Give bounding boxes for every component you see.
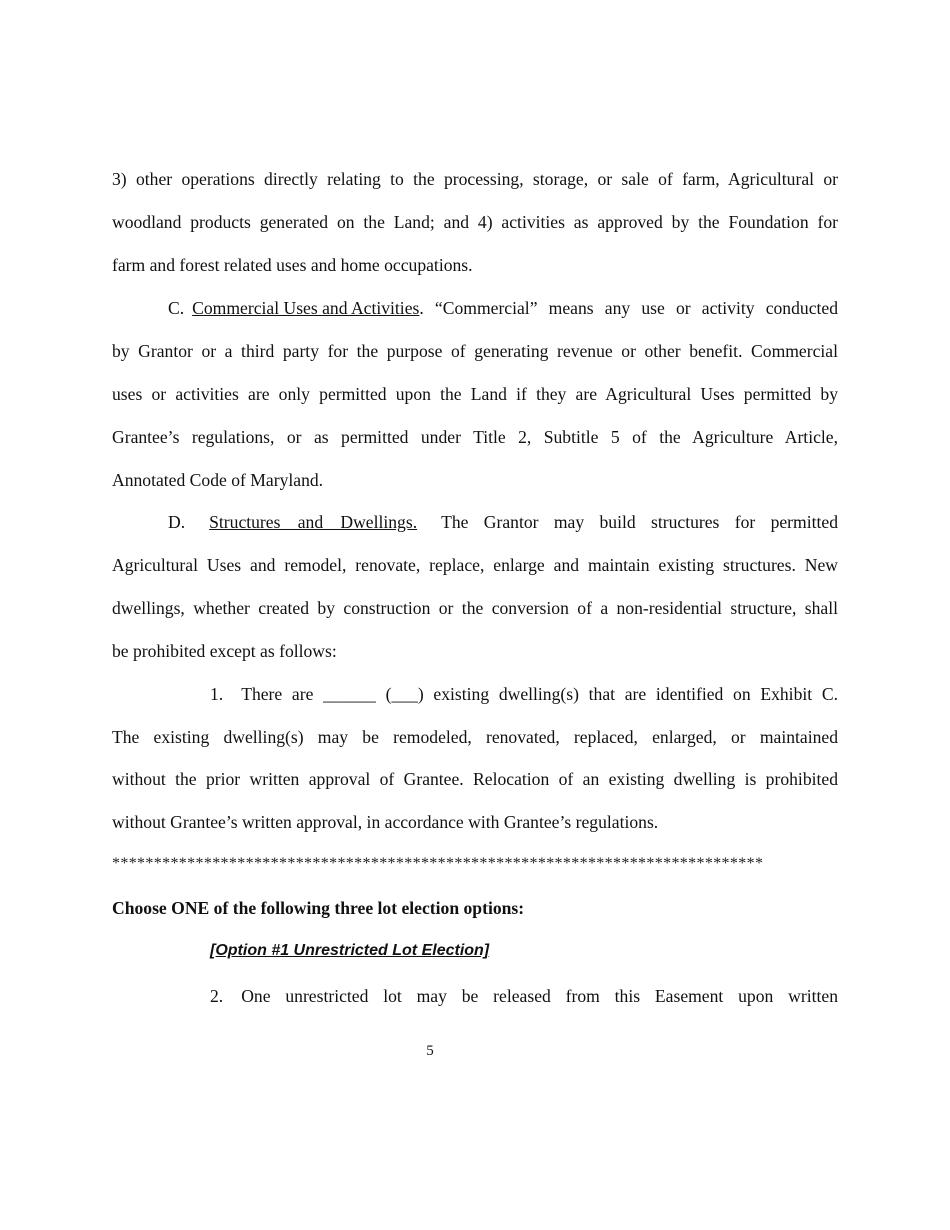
section-c-line-5: Annotated Code of Maryland. <box>112 470 324 490</box>
section-c-line-1-rest: . “Commercial” means any use or activity conducted <box>419 298 838 318</box>
section-c-line-1 <box>168 297 838 319</box>
choose-heading: Choose ONE of the following three lot election options: <box>112 898 525 918</box>
item-1-line-1-text: There are ______ (___) existing dwelling(s) that are identified on Exhibit C. <box>241 684 838 704</box>
item-2-line-1-text: One unrestricted lot may be released from this Easement upon written <box>241 986 838 1006</box>
item-1-number: 1. <box>210 684 224 704</box>
section-d-line-1-rest: The Grantor may build structures for permitted <box>441 512 838 532</box>
section-d-letter: D. <box>168 512 186 532</box>
item-1-line-2: The existing dwelling(s) may be remodeled, renovated, replaced, enlarged, or maintained <box>112 727 838 747</box>
option-1-label: [Option #1 Unrestricted Lot Election] <box>210 942 490 959</box>
section-c-line-4: Grantee’s regulations, or as permitted under Title 2, Subtitle 5 of the Agriculture Article, <box>112 427 838 447</box>
item-1-line-3: without the prior written approval of Grantee. Relocation of an existing dwelling is prohibited <box>112 769 838 789</box>
page-number: 5 <box>426 1043 434 1059</box>
paragraph-a-line-1: 3) other operations directly relating to the processing, storage, or sale of farm, Agricultural or <box>112 169 838 189</box>
section-c-line-3: uses or activities are only permitted upon the Land if they are Agricultural Uses permitted by <box>112 384 838 404</box>
section-c-heading: Commercial Uses and Activities <box>192 298 420 318</box>
item-1-line-4: without Grantee’s written approval, in accordance with Grantee’s regulations. <box>112 812 659 832</box>
section-c-line-2: by Grantor or a third party for the purpose of generating revenue or other benefit. Commercial <box>112 341 838 361</box>
section-c-letter: C. <box>168 298 185 318</box>
section-d-line-4: be prohibited except as follows: <box>112 641 337 661</box>
paragraph-a-line-3: farm and forest related uses and home occupations. <box>112 255 473 275</box>
item-2-line-1 <box>210 985 838 1007</box>
section-d-line-3: dwellings, whether created by construction or the conversion of a non-residential structure, shall <box>112 598 838 618</box>
section-d-line-1 <box>168 511 838 533</box>
paragraph-a-line-2: woodland products generated on the Land; and 4) activities as approved by the Foundation for <box>112 212 838 232</box>
section-d-line-2: Agricultural Uses and remodel, renovate, replace, enlarge and maintain existing structures. New <box>112 555 838 575</box>
item-1-line-1 <box>210 683 838 705</box>
separator-line: ****************************************************************************** <box>112 855 764 872</box>
item-2-number: 2. <box>210 986 224 1006</box>
section-d-heading: Structures and Dwellings. <box>209 512 418 532</box>
